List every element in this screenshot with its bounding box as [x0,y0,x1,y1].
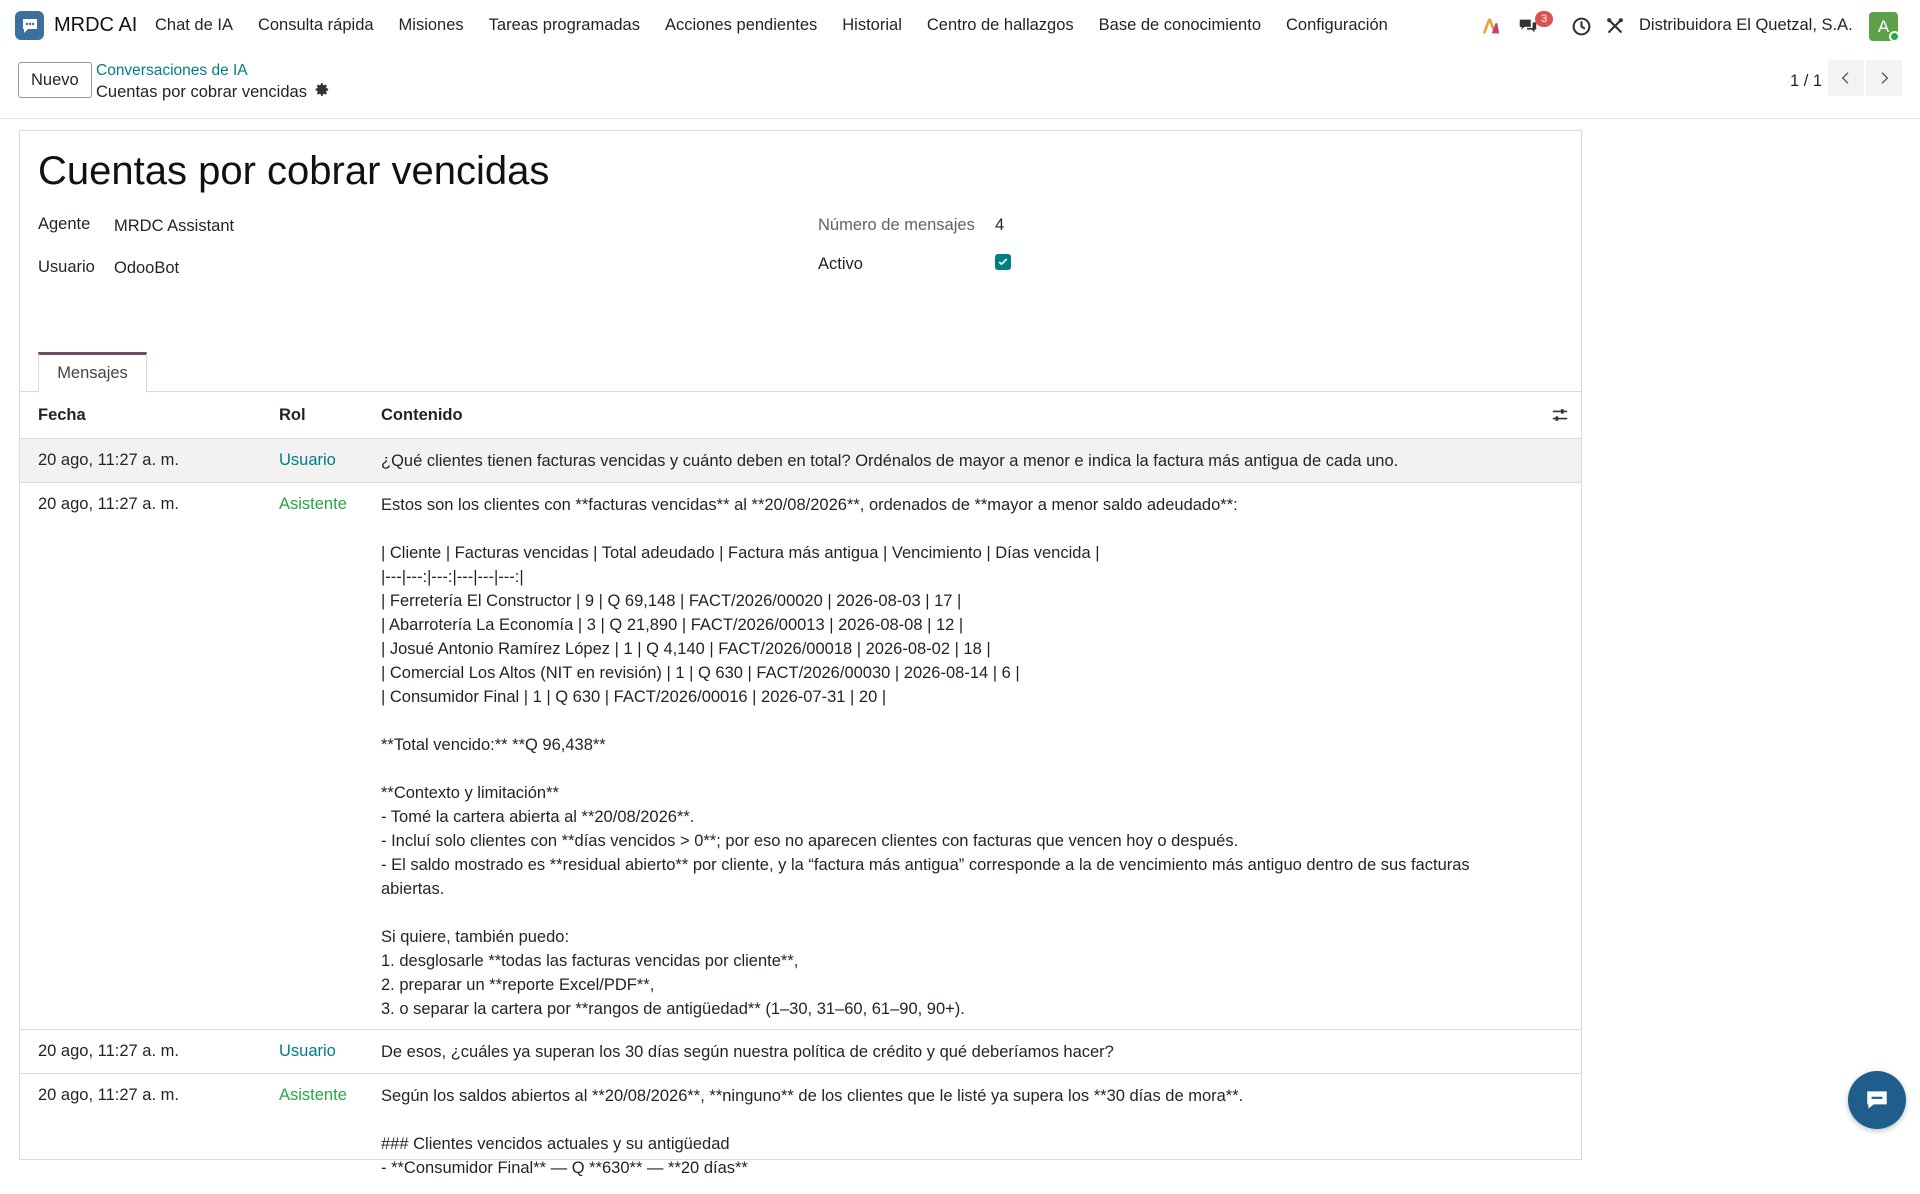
chat-fab-button[interactable] [1848,1071,1906,1129]
row-date: 20 ago, 11:27 a. m. [38,451,179,469]
row-role: Asistente [279,495,347,513]
menu-item-knowledge-base[interactable]: Base de conocimiento [1098,16,1261,34]
messages-table [20,392,1581,1194]
gear-icon[interactable] [315,82,330,102]
row-date: 20 ago, 11:27 a. m. [38,495,179,513]
row-role: Usuario [279,1042,336,1060]
menu-item-scheduled-tasks[interactable]: Tareas programadas [488,16,640,34]
check-icon [997,256,1009,268]
row-date: 20 ago, 11:27 a. m. [38,1086,179,1104]
main-menu [155,16,1413,35]
column-role[interactable]: Rol [279,406,306,424]
notebook-tabs [20,352,1581,392]
breadcrumb-current [96,82,330,102]
chevron-left-icon[interactable] [1828,60,1864,96]
agent-field[interactable]: MRDC Assistant [114,217,235,235]
active-checkbox[interactable] [995,254,1011,270]
row-role: Asistente [279,1086,347,1104]
record-title[interactable]: Cuentas por cobrar vencidas [38,149,550,193]
chevron-right-icon[interactable] [1866,60,1902,96]
message-count-field: 4 [995,216,1005,234]
tools-icon[interactable] [1603,14,1627,38]
agent-label: Agente [38,215,91,233]
row-content: ¿Qué clientes tienen facturas vencidas y cuánto deben en total? Ordénalos de mayor a menor e indica la factura más antigua de cada uno. [381,452,1399,470]
table-row[interactable] [20,483,1581,1030]
table-header [20,392,1581,439]
breadcrumb-current-label: Cuentas por cobrar vencidas [96,82,307,101]
ai-sparkle-icon[interactable] [1478,14,1502,38]
menu-item-quick-query[interactable]: Consulta rápida [257,16,374,34]
app-name[interactable]: MRDC AI [54,14,138,36]
sliders-icon[interactable] [1551,406,1571,426]
column-content[interactable]: Contenido [381,406,463,424]
user-field[interactable]: OdooBot [114,259,180,277]
tab-messages[interactable]: Mensajes [38,352,147,393]
new-button[interactable]: Nuevo [18,62,92,98]
clock-icon[interactable] [1569,14,1593,38]
control-panel [0,52,1920,119]
chat-bubble-logo-icon[interactable] [15,11,44,40]
row-content: De esos, ¿cuáles ya superan los 30 días según nuestra política de crédito y qué deberíamos hacer? [381,1043,1114,1061]
online-status-dot [1889,31,1900,42]
user-avatar[interactable]: A [1869,12,1898,41]
menu-item-pending-actions[interactable]: Acciones pendientes [664,16,818,34]
menu-item-chat[interactable]: Chat de IA [155,16,233,34]
row-role: Usuario [279,451,336,469]
table-row[interactable] [20,1030,1581,1074]
menu-item-history[interactable]: Historial [842,16,902,34]
row-content: Estos son los clientes con **facturas vencidas** al **20/08/2026**, ordenados de **mayor a menor saldo adeudado**: | Cliente | Facturas vencidas | Total adeudado | Factura más antigua | Vencimiento | Días vencida | |---|---:|---:|---|---|---:| | Ferretería El Constructor | 9 | Q 69,148 | FACT/2026/00020 | 2026-08-03 | 17 | | Abarrotería La Economía | 3 | Q 21,890 | FACT/2026/00013 | 2026-08-08 | 12 | | Josué Antonio Ramírez López | 1 | Q 4,140 | FACT/2026/00018 | 2026-08-02 | 18 | | Comercial Los Altos (NIT en revisión) | 1 | Q 630 | FACT/2026/00030 | 2026-08-14 | 6 | | Consumidor Final | 1 | Q 630 | FACT/2026/00016 | 2026-07-31 | 20 | **Total vencido:** **Q 96,438** **Contexto y limitación** - Tomé la cartera abierta al **20/08/2026**. - Incluí solo clientes con **días vencidos > 0**; por eso no aparecen clientes con facturas que vencen hoy o después. - El saldo mostrado es **residual abierto** por cliente, y la “factura más antigua” corresponde a la de vencimiento más antiguo dentro de sus facturas abiertas. Si quiere, también puedo: 1. desglosarle **todas las facturas vencidas por cliente**, 2. preparar un **reporte Excel/PDF**, 3. o separar la cartera por **rangos de antigüedad** (1–30, 31–60, 61–90, 90+). [381,496,1470,1018]
row-date: 20 ago, 11:27 a. m. [38,1042,179,1060]
company-switcher[interactable]: Distribuidora El Quetzal, S.A. [1639,16,1853,34]
user-label: Usuario [38,258,95,276]
menu-item-findings[interactable]: Centro de hallazgos [926,16,1074,34]
menu-item-missions[interactable]: Misiones [398,16,464,34]
message-count-label: Número de mensajes [818,216,975,234]
table-row[interactable] [20,1074,1581,1194]
breadcrumb-parent[interactable]: Conversaciones de IA [96,62,248,79]
row-content: Según los saldos abiertos al **20/08/2026**, **ninguno** de los clientes que le listé ya supera los **30 días de mora**. ### Clientes vencidos actuales y su antigüedad - **Consumidor Final** — Q **630** — **20 días** [381,1087,1244,1177]
form-sheet [19,130,1582,1177]
messages-badge: 3 [1535,11,1553,27]
chat-fab-icon [1864,1087,1890,1113]
top-navbar [0,0,1920,52]
column-date[interactable]: Fecha [38,406,86,424]
pager-value[interactable]: 1 / 1 [1790,72,1823,90]
menu-item-settings[interactable]: Configuración [1286,16,1388,34]
table-row[interactable] [20,439,1581,483]
active-label: Activo [818,255,863,273]
